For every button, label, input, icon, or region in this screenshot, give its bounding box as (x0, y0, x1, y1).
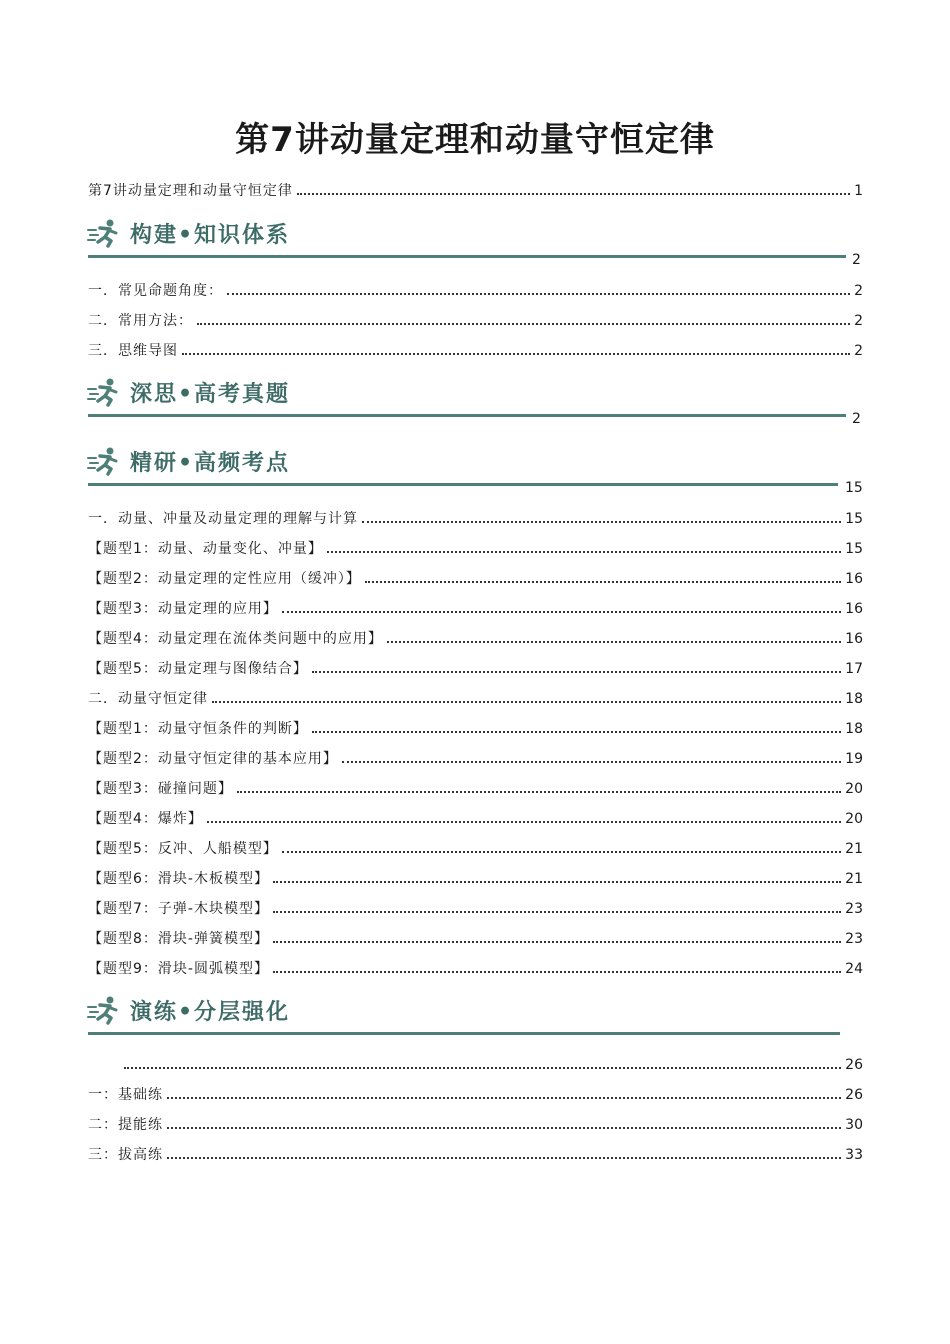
section-label: 演练•分层强化 (130, 998, 291, 1025)
toc-entry-text: 【题型2：动量守恒定律的基本应用】 (88, 751, 338, 767)
toc-page-number: 20 (845, 811, 863, 827)
toc-leader-dots (207, 821, 841, 823)
toc-leader-dots (273, 941, 841, 943)
toc-entry[interactable] (88, 688, 863, 708)
toc-leader-dots (182, 353, 850, 355)
toc-entry[interactable] (88, 958, 863, 978)
toc-entry-text: 【题型6：滑块-木板模型】 (88, 871, 269, 887)
running-figure-icon (86, 446, 122, 476)
toc-entry[interactable] (88, 718, 863, 738)
toc-page-number: 21 (845, 841, 863, 857)
toc-entry[interactable] (120, 1054, 863, 1074)
toc-page-number: 15 (845, 511, 863, 527)
toc-leader-dots (282, 851, 841, 853)
toc-leader-dots (312, 671, 841, 673)
toc-entry[interactable] (88, 928, 863, 948)
toc-page-number: 18 (845, 721, 863, 737)
toc-entry[interactable] (88, 778, 863, 798)
toc-entry-text: 三：拔高练 (88, 1147, 163, 1163)
section-divider (88, 1032, 840, 1035)
toc-page-number: 1 (854, 183, 863, 199)
toc-entry[interactable] (88, 1114, 863, 1134)
toc-entry[interactable] (88, 310, 863, 330)
section-label: 深思•高考真题 (130, 380, 291, 407)
toc-entry-text: 【题型7：子弹-木块模型】 (88, 901, 269, 917)
toc-entry[interactable] (88, 598, 863, 618)
toc-leader-dots (362, 521, 841, 523)
toc-leader-dots (167, 1127, 841, 1129)
toc-entry[interactable] (88, 838, 863, 858)
section-label: 精研•高频考点 (130, 449, 291, 476)
toc-entry-text: 【题型9：滑块-圆弧模型】 (88, 961, 269, 977)
toc-entry-text: 一．常见命题角度： (88, 283, 223, 299)
toc-leader-dots (327, 551, 841, 553)
toc-entry-text: 一．动量、冲量及动量定理的理解与计算 (88, 511, 358, 527)
toc-entry-text: 二．动量守恒定律 (88, 691, 208, 707)
toc-leader-dots (167, 1097, 841, 1099)
toc-leader-dots (282, 611, 841, 613)
toc-entry[interactable] (88, 1084, 863, 1104)
toc-page-number: 16 (845, 601, 863, 617)
toc-page-number: 26 (845, 1057, 863, 1073)
toc-page-number: 21 (845, 871, 863, 887)
page-title: 第7讲动量定理和动量守恒定律 (235, 120, 715, 160)
toc-entry-text: 第7讲动量定理和动量守恒定律 (88, 183, 293, 199)
toc-entry[interactable] (88, 628, 863, 648)
toc-entry-text: 【题型3：动量定理的应用】 (88, 601, 278, 617)
toc-page-number: 16 (845, 631, 863, 647)
toc-entry-main[interactable] (88, 180, 863, 200)
toc-page-number: 30 (845, 1117, 863, 1133)
toc-page-number: 23 (845, 931, 863, 947)
toc-entry-text: 【题型8：滑块-弹簧模型】 (88, 931, 269, 947)
toc-entry[interactable] (88, 280, 863, 300)
toc-entry[interactable] (88, 808, 863, 828)
toc-page-number: 2 (854, 313, 863, 329)
toc-page-number: 24 (845, 961, 863, 977)
toc-leader-dots (167, 1157, 841, 1159)
toc-leader-dots (124, 1067, 841, 1069)
running-figure-icon (86, 995, 122, 1025)
section-page-number: 2 (852, 411, 861, 427)
toc-entry-text: 一：基础练 (88, 1087, 163, 1103)
section-divider (88, 255, 846, 258)
toc-entry-text: 【题型5：反冲、人船模型】 (88, 841, 278, 857)
toc-entry-text: 二．常用方法： (88, 313, 193, 329)
toc-page-number: 23 (845, 901, 863, 917)
section-header-build-knowledge[interactable] (86, 216, 290, 250)
toc-page-number: 17 (845, 661, 863, 677)
running-figure-icon (86, 218, 122, 248)
toc-entry-text: 【题型5：动量定理与图像结合】 (88, 661, 308, 677)
toc-entry-text: 【题型1：动量守恒条件的判断】 (88, 721, 308, 737)
section-header-gaokao-questions[interactable] (86, 375, 290, 409)
toc-leader-dots (212, 701, 841, 703)
toc-leader-dots (273, 971, 841, 973)
toc-leader-dots (273, 881, 841, 883)
toc-entry[interactable] (88, 658, 863, 678)
toc-page-number: 18 (845, 691, 863, 707)
toc-entry-text: 【题型3：碰撞问题】 (88, 781, 233, 797)
section-page-number: 15 (845, 480, 863, 496)
toc-entry-text: 二：提能练 (88, 1117, 163, 1133)
toc-entry-text: 【题型4：动量定理在流体类问题中的应用】 (88, 631, 383, 647)
toc-leader-dots (312, 731, 841, 733)
toc-leader-dots (342, 761, 841, 763)
toc-page-number: 2 (854, 343, 863, 359)
toc-entry-text: 【题型1：动量、动量变化、冲量】 (88, 541, 323, 557)
toc-entry[interactable] (88, 568, 863, 588)
toc-entry-text: 三．思维导图 (88, 343, 178, 359)
toc-page-number: 15 (845, 541, 863, 557)
toc-entry-text: 【题型2：动量定理的定性应用（缓冲）】 (88, 571, 361, 587)
toc-leader-dots (297, 193, 850, 195)
toc-page-number: 16 (845, 571, 863, 587)
toc-entry[interactable] (88, 508, 863, 528)
toc-leader-dots (273, 911, 841, 913)
toc-leader-dots (197, 323, 850, 325)
toc-page-number: 33 (845, 1147, 863, 1163)
toc-entry-text: 【题型4：爆炸】 (88, 811, 203, 827)
toc-entry[interactable] (88, 748, 863, 768)
toc-entry[interactable] (88, 538, 863, 558)
section-divider (88, 414, 846, 417)
toc-leader-dots (365, 581, 841, 583)
toc-leader-dots (237, 791, 841, 793)
toc-entry[interactable] (88, 868, 863, 888)
section-page-number: 2 (852, 252, 861, 268)
running-figure-icon (86, 377, 122, 407)
toc-page-number: 2 (854, 283, 863, 299)
section-divider (88, 483, 838, 486)
toc-page-number: 26 (845, 1087, 863, 1103)
section-label: 构建•知识体系 (130, 221, 291, 248)
toc-leader-dots (227, 293, 850, 295)
toc-page-number: 19 (845, 751, 863, 767)
toc-page-number: 20 (845, 781, 863, 797)
toc-entry[interactable] (88, 340, 863, 360)
section-header-layered-practice[interactable] (86, 993, 290, 1027)
section-header-high-frequency-points[interactable] (86, 444, 290, 478)
toc-entry[interactable] (88, 898, 863, 918)
toc-leader-dots (387, 641, 841, 643)
toc-entry[interactable] (88, 1144, 863, 1164)
